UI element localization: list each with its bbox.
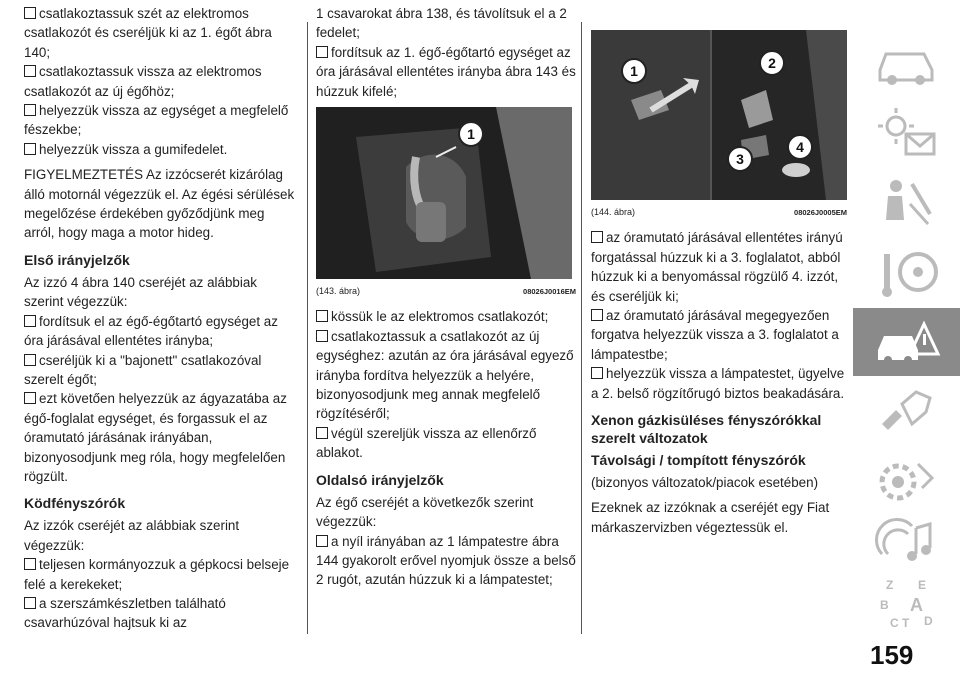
- figure-code: 08026J0016EM: [523, 287, 576, 297]
- headlamp-bulb-illustration: [316, 107, 572, 279]
- index-letter: C: [889, 616, 899, 630]
- index-letter: Z: [885, 578, 893, 592]
- list-item: az óramutató járásával megegyezően forgatva helyezzük vissza a 3. foglalatot a lámpatestbe;: [591, 308, 839, 362]
- index-letter: A: [909, 595, 923, 615]
- figure-label: (143. ábra): [316, 286, 361, 297]
- service-icon[interactable]: [853, 448, 960, 516]
- figure-caption: [316, 282, 576, 301]
- side-indicator-illustration: [591, 30, 847, 200]
- figure-caption: [591, 203, 847, 222]
- maintenance-icon[interactable]: [853, 378, 960, 446]
- callout-2: 2: [759, 50, 785, 76]
- index-letter: D: [923, 614, 933, 628]
- list-item: helyezzük vissza a lámpatestet, ügyelve a 2. belső rögzítőrugó biztos beakadására.: [591, 366, 845, 401]
- paragraph: 1 csavarokat ábra 138, és távolítsuk el a 2 fedelet;: [316, 6, 567, 41]
- warning-lights-icon[interactable]: [853, 98, 960, 166]
- steering-wheel-icon[interactable]: [853, 238, 960, 306]
- section-heading-side-indicators: Oldalsó irányjelzők: [316, 471, 444, 488]
- list-item: fordítsuk el az égő-égőtartó egységet az óra járásával ellentétes irányba;: [24, 313, 278, 349]
- checkbox-bullet-icon: [24, 354, 36, 366]
- list-item: csatlakoztassuk szét az elektromos csatlakozót és cseréljük ki az 1. égőt ábra 140;: [24, 6, 272, 60]
- list-item: helyezzük vissza a gumifedelet.: [24, 140, 296, 159]
- multimedia-icon[interactable]: [853, 508, 960, 576]
- section-heading-front-indicators: Első irányjelzők: [24, 251, 130, 268]
- page-number: 159: [870, 640, 914, 670]
- checkbox-bullet-icon: [24, 104, 36, 116]
- checkbox-bullet-icon: [316, 535, 328, 547]
- figure-label: (144. ábra): [591, 207, 636, 217]
- checkbox-bullet-icon: [316, 46, 328, 58]
- checkbox-bullet-icon: [316, 427, 328, 439]
- paragraph: Az égő cseréjét a következők szerint végezzük:: [316, 494, 534, 530]
- checkbox-bullet-icon: [316, 330, 328, 342]
- index-letter: T: [901, 616, 909, 630]
- paragraph: (bizonyos változatok/piacok esetében): [591, 475, 819, 491]
- checkbox-bullet-icon: [24, 392, 36, 404]
- callout-4: 4: [787, 134, 813, 160]
- index-letter: B: [879, 598, 889, 612]
- list-item: helyezzük vissza az egységet a megfelelő fészekbe;: [24, 103, 289, 138]
- callout-1: 1: [621, 58, 647, 84]
- section-heading-fog-lights: Ködfényszórók: [24, 495, 126, 512]
- checkbox-bullet-icon: [24, 7, 36, 19]
- checkbox-bullet-icon: [591, 367, 603, 379]
- figure-code: 08026J0005EM: [794, 208, 847, 217]
- column-2: [316, 4, 576, 590]
- list-item: a nyíl irányában az 1 lámpatestre ábra 144 gyakorolt erővel nyomjuk össze a belső 2 rugót, azután húzzuk ki a lámpatestet;: [316, 533, 576, 588]
- checkbox-bullet-icon: [591, 309, 603, 321]
- section-heading-xenon: Xenon gázkisüléses fényszórókkal szerelt változatok: [591, 412, 822, 447]
- callout-1: 1: [458, 121, 484, 147]
- list-item: kössük le az elektromos csatlakozót;: [316, 307, 576, 326]
- list-item: végül szereljük vissza az ellenőrző ablakot.: [316, 425, 537, 461]
- checkbox-bullet-icon: [24, 597, 36, 609]
- chapter-sidebar: [853, 0, 960, 678]
- safety-airbag-icon[interactable]: [853, 168, 960, 236]
- figure-144-image: [591, 30, 847, 200]
- list-item: az óramutató járásával ellentétes irányú forgatással húzzuk ki a 3. foglalatot, abból húzzuk ki a benyomással rögzülő 4. izzót, és cseréljük ki;: [591, 230, 843, 304]
- column-1: [24, 4, 296, 633]
- checkbox-bullet-icon: [24, 65, 36, 77]
- list-item: a szerszámkészletben található csavarhúzóval hajtsuk ki az: [24, 595, 226, 631]
- paragraph: Az izzók cseréjét az alábbiak szerint végezzük:: [24, 518, 240, 553]
- figure-143-image: [316, 107, 572, 279]
- section-heading-beams: Távolsági / tompított fényszórók: [591, 452, 806, 469]
- column-3: [591, 10, 847, 543]
- checkbox-bullet-icon: [316, 310, 328, 322]
- list-item: teljesen kormányozzuk a gépkocsi belseje felé a kerekeket;: [24, 557, 290, 592]
- list-item: csatlakoztassuk vissza az elektromos csatlakozót az új égőhöz;: [24, 64, 262, 99]
- warning-paragraph: FIGYELMEZTETÉS Az izzócserét kizárólag álló motornál végezzük el. Az égési sérülések megelőzése érdekében győződjünk meg arról, hogy maga a motor hideg.: [24, 167, 295, 241]
- car-dashboard-icon[interactable]: [853, 28, 960, 96]
- checkbox-bullet-icon: [24, 558, 36, 570]
- checkbox-bullet-icon: [24, 143, 36, 155]
- list-item: fordítsuk az 1. égő-égőtartó egységet az óra járásával ellentétes irányba ábra 143 és húzzuk kifelé;: [316, 44, 576, 99]
- paragraph: Az izzó 4 ábra 140 cseréjét az alábbiak szerint végezzük:: [24, 274, 257, 310]
- list-item: cseréljük ki a "bajonett" csatlakozóval szerelt égőt;: [24, 352, 262, 387]
- checkbox-bullet-icon: [24, 315, 36, 327]
- index-icon[interactable]: [853, 568, 960, 638]
- column-divider: [307, 22, 308, 634]
- column-divider: [581, 22, 582, 634]
- list-item: csatlakoztassuk a csatlakozót az új egységhez: azután az óra járásával egyező irányba fordítva helyezzük a helyére, bizonyosodjunk meg annak megfelelő rögzítéséről;: [316, 328, 574, 422]
- list-item: ezt követően helyezzük az ágyazatába az égő-foglalat egységet, és forgassuk el az óramutató járásának irányában, bizonyosodjunk meg róla, hogy megfelelően rögzült.: [24, 391, 287, 484]
- paragraph: Ezeknek az izzóknak a cseréjét egy Fiat márkaszervizben végeztessük el.: [591, 500, 830, 535]
- callout-3: 3: [727, 146, 753, 172]
- index-letter: E: [917, 578, 926, 592]
- checkbox-bullet-icon: [591, 231, 603, 243]
- car-breakdown-icon[interactable]: [853, 308, 960, 376]
